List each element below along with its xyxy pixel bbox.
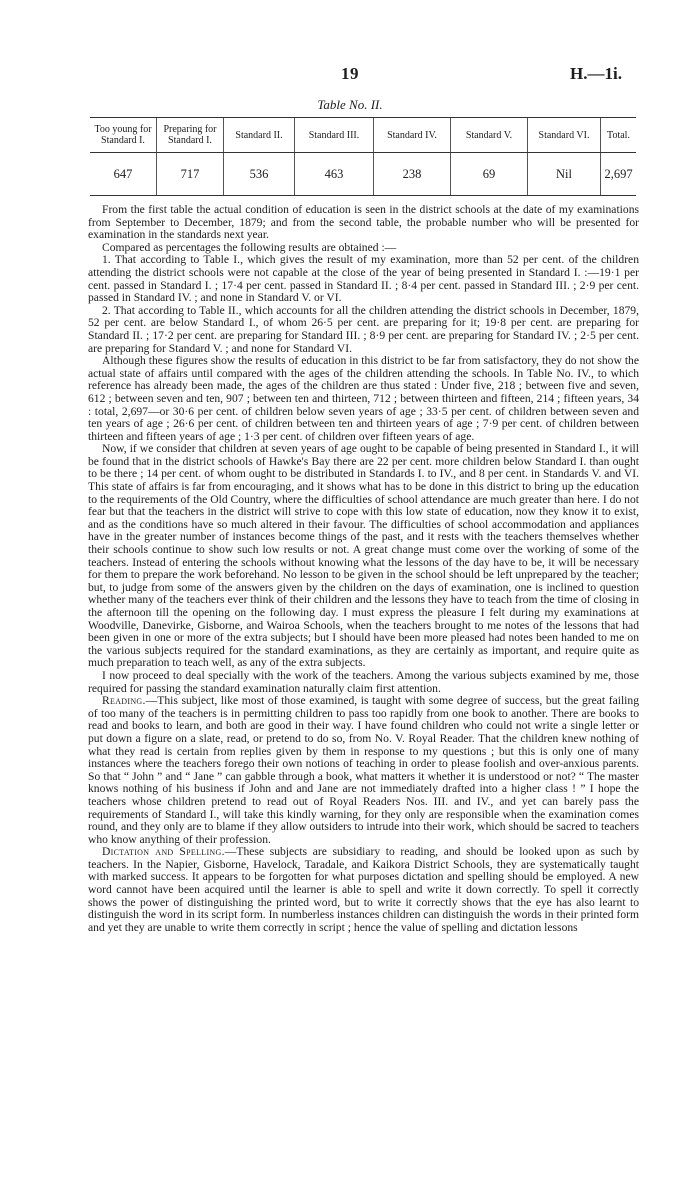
paragraph-text: From the first table the actual condition of education is seen in the district schools at the date of my examinations from September to December, 1879; and from the second table, the probable number who will be presented for examination in the standards next year. xyxy=(88,203,639,242)
paragraph-text: —These subjects are subsidiary to reading, and should be looked upon as such by teachers. In the Napier, Gisborne, Havelock, Taradale, and Kaikora District Schools, they are systematically taught with marked success. It appears to be forgotten for what purposes dictation and spelling should be employed. A new word cannot have been acquired until the learner is able to spell and write it down correctly. To spell it correctly shows the power of distinguishing the printed word, but to write it correctly shows that the eye has also learnt to distinguish the word in its script form. In numberless instances children can distinguish the words in their printed form and yet they are unable to write them correctly in script ; hence the value of spelling and dictation lessons xyxy=(88,845,639,934)
paragraph-text: 1. That according to Table I., which gives the result of my examination, more than 52 per cent. of the children attending the district schools were not capable at the close of the year of being presented in Standard I. :—19·1 per cent. passed in Standard I. ; 17·4 per cent. passed in Standard II. ; 8·4 per cent. passed in Standard III. ; 2·9 per cent. passed in Standard IV. ; and none in Standard V. or VI. xyxy=(88,253,639,305)
table-cell: 536 xyxy=(224,153,295,196)
column-header: Standard V. xyxy=(451,118,528,153)
column-header: Standard IV. xyxy=(374,118,451,153)
page-header xyxy=(0,64,700,86)
table-cell: 717 xyxy=(157,153,224,196)
paragraph xyxy=(88,846,639,934)
column-header: Total. xyxy=(601,118,637,153)
table-cell: 463 xyxy=(295,153,374,196)
table-cell: 647 xyxy=(90,153,157,196)
page-number: 19 xyxy=(341,64,359,83)
body-text xyxy=(88,204,639,934)
column-header: Standard II. xyxy=(224,118,295,153)
paragraph xyxy=(88,204,639,242)
paragraph-heading: Dictation and Spelling. xyxy=(102,845,225,859)
paragraph xyxy=(88,695,639,846)
paragraph xyxy=(88,443,639,670)
table-row xyxy=(90,153,636,196)
paragraph-text: —This subject, like most of those examined, is taught with some degree of success, but the great failing of too many of the teachers is in permitting children to pass too rapidly from one book to another. There are books to read and books to learn, and both are good in their way. I have found children who could not write a single letter or put down a figure on a slate, read, or pretend to do so, from No. V. Royal Reader. That the children knew nothing of what they read is certain from replies given by them in response to my questions ; but this is only one of many instances where the teachers forego their own notions of teaching in order to please foolish and over-anxious parents. So that “ John ” and “ Jane ” can gabble through a book, what matters it whether it is understood or not? “ The master knows nothing of his business if John and and Jane are not immediately drafted into a higher class ! ” I hope the teachers whose children pretend to read out of Royal Readers Nos. III. and IV., and yet can barely pass the requirements of Standard I., will take this kindly warning, for they only are responsible when the examination comes round, and they only are to blame if they allow outsiders to intrude into their work, which should be sacred to teachers who know anything of their profession. xyxy=(88,694,639,846)
paragraph xyxy=(88,305,639,355)
paragraph xyxy=(88,355,639,443)
paragraph-heading: Reading. xyxy=(102,694,146,708)
column-header: Standard VI. xyxy=(528,118,601,153)
paragraph xyxy=(88,254,639,304)
paragraph-text: I now proceed to deal specially with the work of the teachers. Among the various subjects examined by me, those required for passing the standard examination naturally claim first attention. xyxy=(88,668,639,695)
paragraph-text: Now, if we consider that children at seven years of age ought to be capable of being presented in Standard I., it will be found that in the district schools of Hawke's Bay there are 22 per cent. more children below Standard I. than ought to be there ; 14 per cent. of whom ought to be distributed in Standards I. to IV., and 8 per cent. in Standards V. and VI. This state of affairs is far from encouraging, and it shows what has to be done in this district to bring up the education to the requirements of the Old Country, where the difficulties of school attendance are much greater than here. I do not fear but that the teachers in the district will strive to cope with this low state of education, now they know it to exist, and as the conditions have so much altered in their favour. The difficulties of school accommodation and appliances have in the greater number of instances become things of the past, and it rests with the teachers themselves whether their schools continue to show such low results or not. A great change must come over the working of some of the teachers. Instead of entering the schools without knowing what the lessons of the day have to be, it will be necessary for them to prepare the work beforehand. No lesson to be given in the school should be left unprepared by the teacher; but, to judge from some of the answers given by the children on the days of examination, one is inclined to question whether many of the teachers ever think of their children and the lessons they have to teach from the time of closing in the afternoon till the opening on the following day. I must express the pleasure I felt during my examinations at Woodville, Danevirke, Gisborne, and Wairoa Schools, when the teachers brought to me notes of the lessons that had been given in one or more of the extra subjects; but I should have been more pleased had notes been handed to me on the various subjects required for the standard examinations, as they are certainly as important, and require quite as much preparation to teach well, as any of the extra subjects. xyxy=(88,442,639,670)
document-reference: H.—1i. xyxy=(570,64,622,83)
table-cell: 2,697 xyxy=(601,153,637,196)
paragraph-text: Compared as percentages the following results are obtained :— xyxy=(102,240,397,254)
table-cell: 69 xyxy=(451,153,528,196)
standards-table xyxy=(90,117,636,196)
table-cell: Nil xyxy=(528,153,601,196)
paragraph xyxy=(88,670,639,695)
column-header: Too young for Standard I. xyxy=(90,118,157,153)
column-header: Preparing for Standard I. xyxy=(157,118,224,153)
table-title: Table No. II. xyxy=(317,97,383,112)
column-header: Standard III. xyxy=(295,118,374,153)
table-cell: 238 xyxy=(374,153,451,196)
paragraph-text: 2. That according to Table II., which accounts for all the children attending the district schools in December, 1879, 52 per cent. are below Standard I., of whom 26·5 per cent. are preparing for it; 19·8 per cent. are preparing for Standard II. ; 17·2 per cent. are preparing for Standard III. ; 8·9 per cent. are preparing for Standard IV. ; 2·5 per cent. are preparing for Standard V. ; and none for Standard VI. xyxy=(88,303,639,355)
table-header-row xyxy=(90,118,636,153)
paragraph-text: Although these figures show the results of education in this district to be far from satisfactory, they do not show the actual state of affairs until compared with the ages of the children attending the schools. In Table No. IV., to which reference has already been made, the ages of the children are thus stated : Under five, 218 ; between five and seven, 612 ; between seven and ten, 907 ; between ten and thirteen, 712 ; between thirteen and fifteen, 214 ; fifteen years, 34 : total, 2,697—or 30·6 per cent. of children below seven years of age ; 33·5 per cent. of children between seven and ten years of age ; 26·6 per cent. of children between ten and thirteen years of age ; 7·9 per cent. of children between thirteen and fifteen years of age ; 1·3 per cent. of children over fifteen years of age. xyxy=(88,354,639,443)
